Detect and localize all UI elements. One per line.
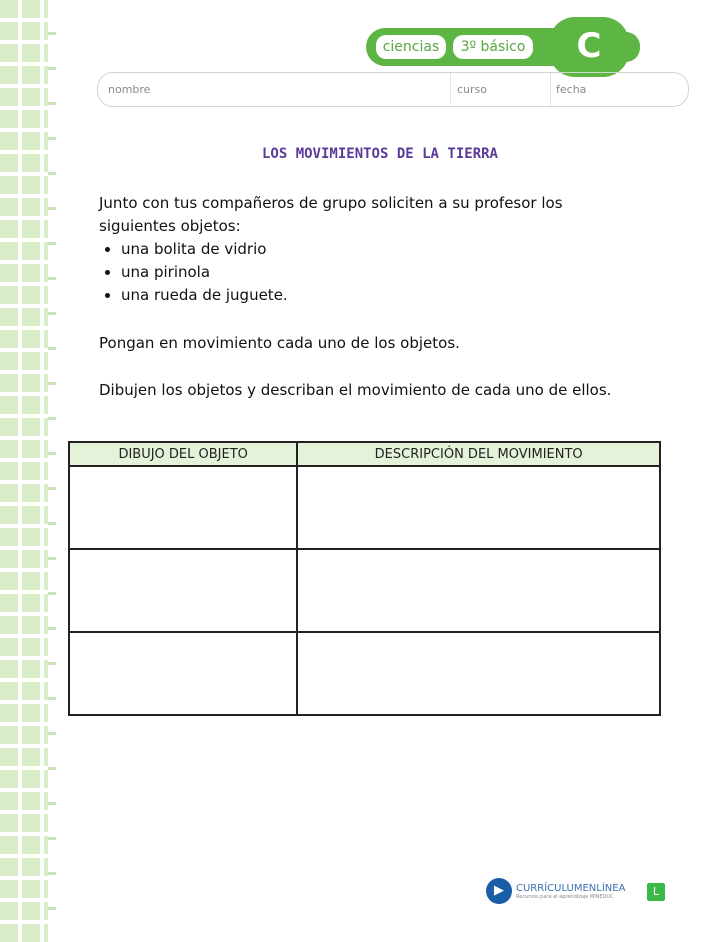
table-row [69,632,660,715]
instruction-1: Pongan en movimiento cada uno de los objetos. [99,334,460,352]
student-info-bar [97,72,689,107]
course-field[interactable]: curso [457,83,488,96]
subject-tag: ciencias [376,35,446,59]
level-badge: C [549,17,629,77]
divider [550,73,551,106]
name-field[interactable]: nombre [108,83,151,96]
divider [450,73,451,106]
grade-tag: 3º básico [453,35,533,59]
logo-subtext: Recursos para el aprendizaje MINEDUC [516,893,614,900]
drawing-cell[interactable] [69,632,297,715]
column-header: DESCRIPCIÓN DEL MOVIMIENTO [297,442,660,466]
description-cell[interactable] [297,549,660,632]
activity-table [68,441,661,716]
page-badge: L [647,883,665,901]
table-row [69,466,660,549]
description-cell[interactable] [297,632,660,715]
decorative-border [0,0,48,942]
description-cell[interactable] [297,466,660,549]
instruction-2: Dibujen los objetos y describan el movimiento de cada uno de ellos. [99,381,612,399]
list-item: • una bolita de vidrio [121,238,619,261]
column-header: DIBUJO DEL OBJETO [69,442,297,466]
intro: Junto con tus compañeros de grupo soliciten a su profesor los siguientes objetos: [99,194,563,235]
curriculum-logo [486,878,625,904]
objects-list [99,238,619,307]
date-field[interactable]: fecha [556,83,587,96]
page-title: LOS MOVIMIENTOS DE LA TIERRA [261,146,498,162]
list-item: • una pirinola [121,261,619,284]
drawing-cell[interactable] [69,549,297,632]
play-icon: ▶ [486,878,512,904]
intro-text [99,192,619,307]
table-row [69,549,660,632]
list-item: • una rueda de juguete. [121,284,619,307]
logo-text: CURRÍCULUMENLÍNEA [516,882,626,894]
drawing-cell[interactable] [69,466,297,549]
